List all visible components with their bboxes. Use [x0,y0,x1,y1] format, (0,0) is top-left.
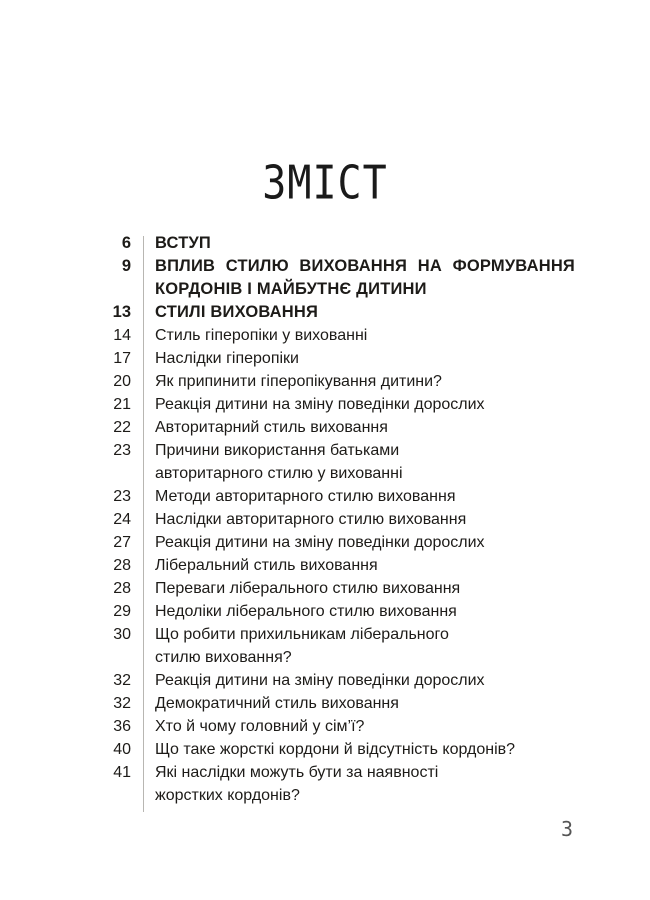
toc-page-number: 27 [113,534,131,551]
toc-entry[interactable] [0,324,650,347]
toc-entry-title [155,255,575,301]
toc-entry-title [155,738,575,761]
toc-entry-title [155,531,575,554]
toc-entry[interactable] [0,600,650,623]
toc-page-number: 6 [121,234,131,252]
toc-entry-title [155,669,575,692]
table-of-contents [0,232,650,807]
toc-page-number: 22 [113,419,131,436]
toc-entry-line: ВПЛИВ СТИЛЮ ВИХОВАННЯ НА ФОРМУВАННЯ [155,257,575,275]
toc-entry[interactable] [0,347,650,370]
toc-page-number: 32 [113,695,131,712]
toc-page-number: 36 [113,718,131,735]
toc-page-number: 9 [121,257,131,275]
toc-page-number: 29 [113,603,131,620]
toc-entry[interactable] [0,577,650,600]
toc-entry-title [155,600,575,623]
toc-entry-title [155,715,575,738]
toc-entry-line: Що робити прихильникам ліберального [155,626,449,643]
toc-page-number: 17 [113,350,131,367]
toc-entry-title [155,439,575,485]
toc-entry-title [155,485,575,508]
toc-entry[interactable] [0,370,650,393]
toc-entry[interactable] [0,439,650,485]
toc-entry-line: стилю виховання? [155,649,292,666]
toc-entry-line: Методи авторитарного стилю виховання [155,488,456,505]
toc-entry-line: Які наслідки можуть бути за наявності [155,764,439,781]
toc-page-number: 30 [113,626,131,643]
toc-entry-line: Авторитарний стиль виховання [155,419,388,436]
toc-entry-line: Демократичний стиль виховання [155,695,399,712]
toc-page-number: 41 [113,764,131,781]
toc-page-number: 14 [113,327,131,344]
toc-entry-line: Наслідки авторитарного стилю виховання [155,511,467,528]
toc-entry[interactable] [0,761,650,807]
toc-entry-title [155,324,575,347]
toc-page-number: 23 [113,488,131,505]
toc-entry-line: Стиль гіперопіки у вихованні [155,327,368,344]
toc-entry-line: Ліберальний стиль виховання [155,557,378,574]
toc-entry-line: Реакція дитини на зміну поведінки дорослих [155,672,485,689]
toc-entry[interactable] [0,301,650,324]
toc-entry-line: жорстких кордонів? [155,787,300,804]
toc-entry-title [155,393,575,416]
toc-entry-title [155,692,575,715]
toc-page-number: 13 [112,303,131,321]
toc-entry[interactable] [0,738,650,761]
toc-entry-line: Недоліки ліберального стилю виховання [155,603,457,620]
toc-entry-line: Що таке жорсткі кордони й відсутність кордонів? [155,741,516,758]
page-title: ЗМІСТ [262,156,388,210]
toc-entry[interactable] [0,623,650,669]
toc-entry-line: СТИЛІ ВИХОВАННЯ [155,303,319,321]
toc-entry-title [155,577,575,600]
toc-entry-line: авторитарного стилю у вихованні [155,465,403,482]
toc-entry-title [155,761,575,807]
toc-entry-title [155,370,575,393]
toc-entry-title [155,232,575,255]
toc-entry[interactable] [0,485,650,508]
toc-entry-line: ВСТУП [155,234,211,252]
toc-entry-title [155,554,575,577]
toc-entry-title [155,623,575,669]
toc-entry-line: Переваги ліберального стилю виховання [155,580,461,597]
toc-entry-line: Реакція дитини на зміну поведінки дорослих [155,534,485,551]
page-number: 3 [561,817,574,841]
toc-page-number: 24 [113,511,131,528]
toc-entry[interactable] [0,715,650,738]
toc-entry[interactable] [0,554,650,577]
toc-entry[interactable] [0,669,650,692]
toc-entry-line: Наслідки гіперопіки [155,350,299,367]
toc-entry[interactable] [0,416,650,439]
toc-entry[interactable] [0,393,650,416]
toc-page-number: 21 [113,396,131,413]
toc-page-number: 28 [113,580,131,597]
toc-entry[interactable] [0,255,650,301]
toc-page-number: 23 [113,442,131,459]
toc-page-number: 28 [113,557,131,574]
toc-entry[interactable] [0,508,650,531]
toc-entry-title [155,508,575,531]
toc-entry-title [155,347,575,370]
toc-page-number: 20 [113,373,131,390]
toc-entry[interactable] [0,232,650,255]
toc-page-number: 32 [113,672,131,689]
toc-entry-line: Хто й чому головний у сім’ї? [155,718,365,735]
toc-entry-title [155,416,575,439]
toc-entry-title [155,301,575,324]
toc-entry[interactable] [0,692,650,715]
toc-entry-line: Реакція дитини на зміну поведінки дорослих [155,396,485,413]
toc-entry-line: Причини використання батьками [155,442,400,459]
toc-entry-line: Як припинити гіперопікування дитини? [155,373,442,390]
toc-entry[interactable] [0,531,650,554]
toc-page-number: 40 [113,741,131,758]
toc-entry-line: КОРДОНІВ І МАЙБУТНЄ ДИТИНИ [155,280,427,298]
